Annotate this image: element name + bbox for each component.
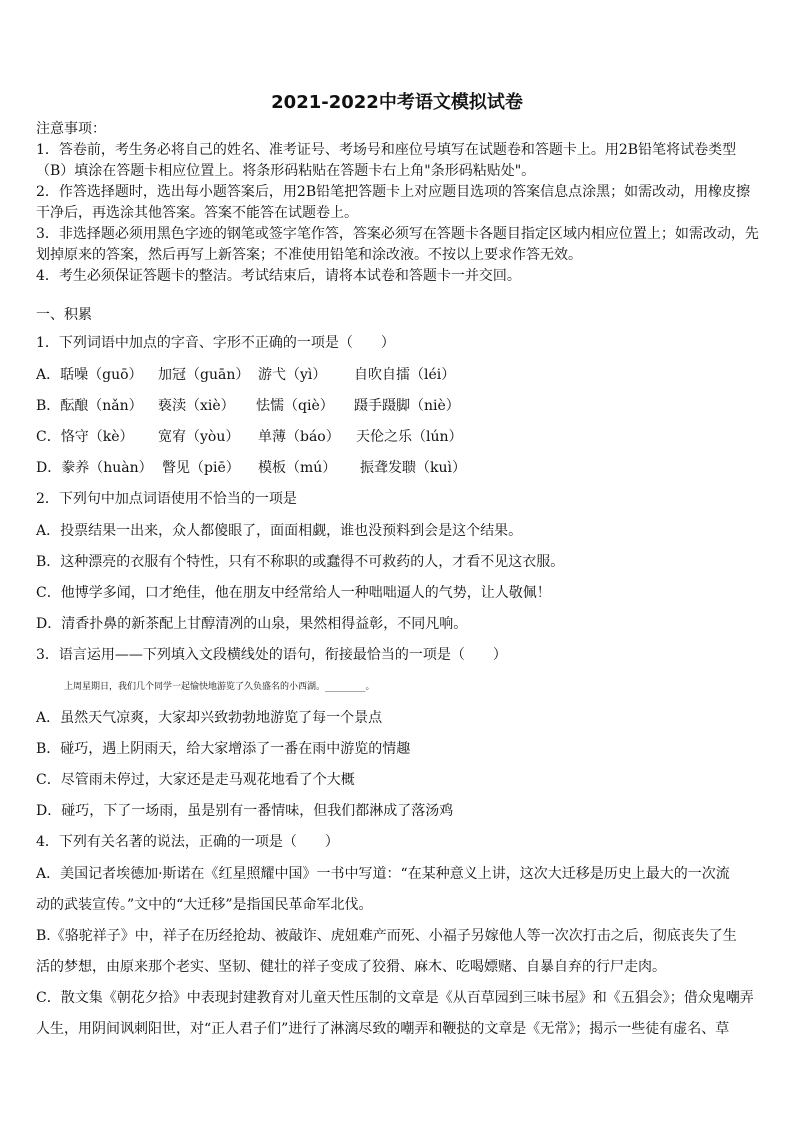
option-word: 瞥见（piē）: [162, 460, 240, 476]
question-2-option: D．清香扑鼻的新茶配上甘醇清冽的山泉，果然相得益彰，不同凡响。: [36, 616, 468, 632]
question-4-line: 人生，用阴间讽刺阳世，对“正人君子们”进行了淋漓尽致的嘲弄和鞭挞的文章是《无常》；揭示一些徒有虚名、草: [36, 1021, 730, 1037]
question-3-passage: 上周星期日，我们几个同学一起愉快地游览了久负盛名的小西湖。_________。: [64, 682, 375, 692]
option-word: 怯懦（qiè）: [256, 398, 334, 414]
option-word: 加冠（guān）: [158, 367, 250, 383]
question-3-option: A．虽然天气凉爽，大家却兴致勃勃地游览了每一个景点: [36, 710, 383, 726]
notice-line: 划掉原来的答案，然后再写上新答案；不准使用铅笔和涂改液。不按以上要求作答无效。: [36, 247, 582, 263]
option-word: 蹑手蹑脚（niè）: [354, 398, 460, 414]
option-word: 天伦之乐（lún）: [356, 429, 463, 445]
question-2-option: B．这种漂亮的衣服有个特性，只有不称职的或蠢得不可救药的人，才看不见这衣服。: [36, 554, 565, 570]
option-word: 模板（mú）: [258, 460, 337, 476]
option-word: 单薄（báo）: [258, 429, 340, 445]
question-3-stem: 3．语言运用——下列填入文段横线处的语句，衔接最恰当的一项是（ ）: [36, 647, 507, 663]
notice-line: 2．作答选择题时，选出每小题答案后，用2B铅笔把答题卡上对应题目选项的答案信息点涂黑；如需改动，用橡皮擦: [36, 184, 751, 200]
option-word: A．聒噪（guō）: [36, 367, 143, 383]
option-word: D．豢养（huàn）: [36, 460, 153, 476]
question-3-option: C．尽管雨未停过，大家还是走马观花地看了个大概: [36, 772, 355, 788]
question-4-stem: 4．下列有关名著的说法，正确的一项是（ ）: [36, 834, 339, 850]
option-word: 振聋发聩（kuì）: [360, 460, 466, 476]
question-4-line: A．美国记者埃德加·斯诺在《红星照耀中国》一书中写道：“在某种意义上讲，这次大迁移是历史上最大的一次流: [36, 866, 730, 882]
question-3-option: D．碰巧，下了一场雨，虽是别有一番情味，但我们都淋成了落汤鸡: [36, 803, 454, 819]
question-4-line: C．散文集《朝花夕拾》中表现封建教育对儿童天性压制的文章是《从百草园到三味书屋》和《五猖会》；借众鬼嘲弄: [36, 990, 754, 1006]
question-1-option-c: [36, 428, 463, 446]
notice-line: 3．非选择题必须用黑色字迹的钢笔或签字笔作答，答案必须写在答题卡各题目指定区域内相应位置上；如需改动，先: [36, 226, 759, 242]
question-2-option: A．投票结果一出来，众人都傻眼了，面面相觑，谁也没预料到会是这个结果。: [36, 523, 523, 539]
option-word: C．恪守（kè）: [36, 429, 134, 445]
question-3-option: B．碰巧，遇上阴雨天，给大家增添了一番在雨中游览的情趣: [36, 741, 411, 757]
question-2-stem: 2．下列句中加点词语使用不恰当的一项是: [36, 491, 297, 507]
page-title: 2021-2022中考语文模拟试卷: [271, 92, 523, 113]
option-word: 游弋（yì）: [258, 367, 327, 383]
question-4-line: 动的武装宣传。”文中的“大迁移”是指国民革命军北伐。: [36, 897, 373, 913]
option-word: 自吹自擂（léi）: [354, 367, 456, 383]
question-2-option: C．他博学多闻，口才绝佳，他在朋友中经常给人一种咄咄逼人的气势，让人敬佩！: [36, 585, 551, 601]
notice-line: 4．考生必须保证答题卡的整洁。考试结束后，请将本试卷和答题卡一并交回。: [36, 268, 521, 284]
question-1-option-a: [36, 366, 455, 384]
option-word: B．酝酿（nǎn）: [36, 398, 143, 414]
option-word: 宽宥（yòu）: [158, 429, 240, 445]
notice-heading: 注意事项：: [36, 121, 106, 137]
question-1-option-b: [36, 397, 460, 415]
notice-line: （B）填涂在答题卡相应位置上。将条形码粘贴在答题卡右上角"条形码粘贴处"。: [36, 163, 536, 179]
question-1-stem: 1．下列词语中加点的字音、字形不正确的一项是（ ）: [36, 335, 395, 351]
question-4-line: 活的梦想，由原来那个老实、坚韧、健壮的祥子变成了狡猾、麻木、吃喝嫖赌、自暴自弃的行尸走肉。: [36, 959, 666, 975]
section-heading: 一、积累: [36, 307, 92, 323]
question-4-line: B.《骆驼祥子》中，祥子在历经抢劫、被敲诈、虎妞难产而死、小福子另嫁他人等一次次打击之后，彻底丧失了生: [36, 928, 737, 944]
option-word: 亵渎（xiè）: [158, 398, 235, 414]
question-1-option-d: [36, 459, 466, 477]
notice-line: 干净后，再选涂其他答案。答案不能答在试题卷上。: [36, 205, 358, 221]
notice-line: 1．答卷前，考生务必将自己的姓名、准考证号、考场号和座位号填写在试题卷和答题卡上。用2B铅笔将试卷类型: [36, 142, 737, 158]
